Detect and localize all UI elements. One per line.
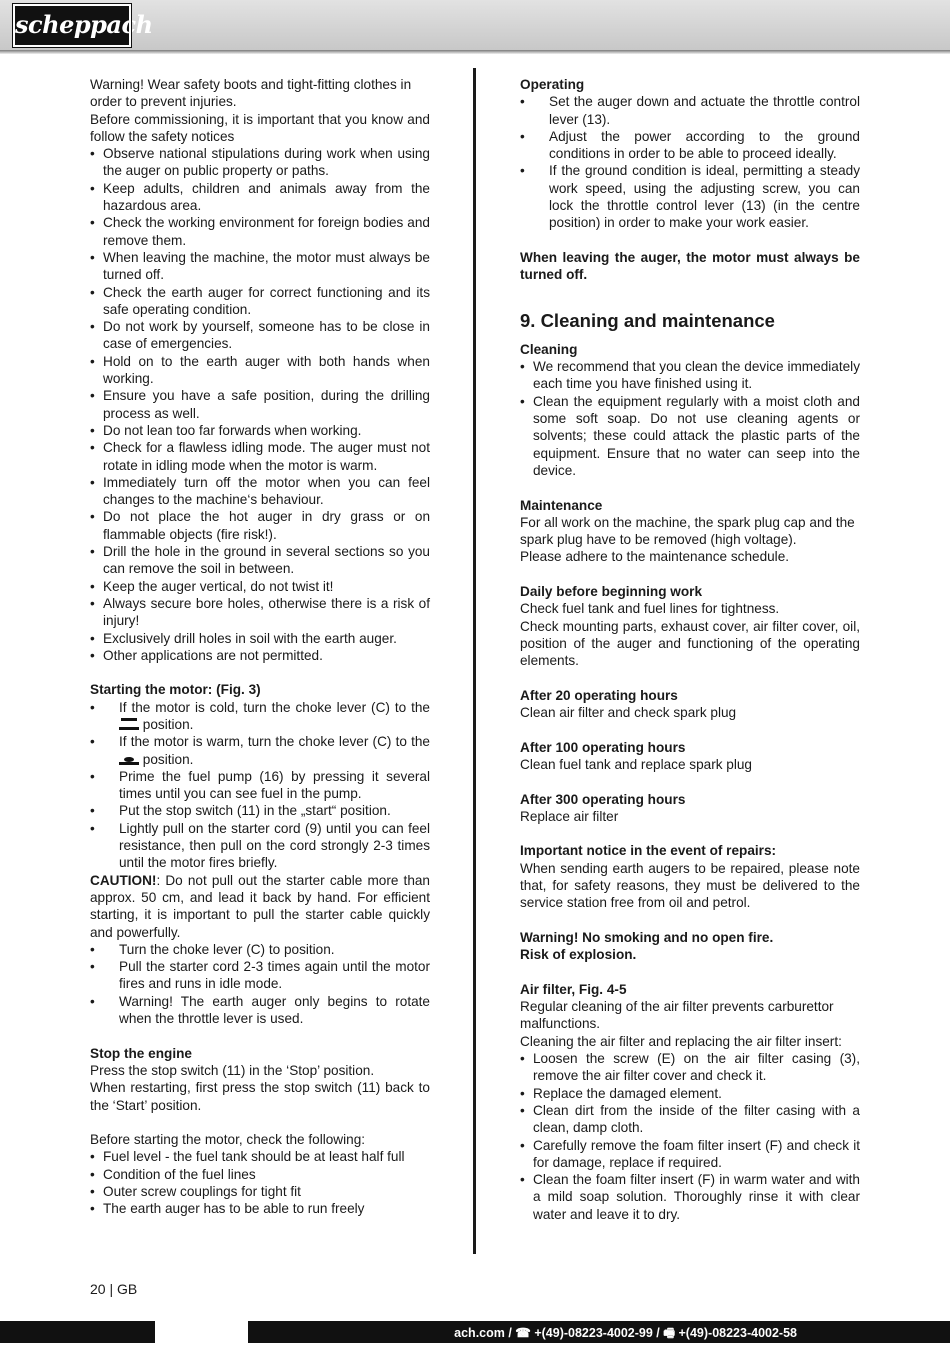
list-item: • If the ground condition is ideal, permitting a steady work speed, using the adjusting screw, you can lock the throttle control lever (13) (in the centre position) in order to make your work easier. — [520, 162, 860, 231]
section-title: 9. Cleaning and maintenance — [520, 309, 775, 331]
list-item: • Do not place the hot auger in dry grass or on flammable objects (fire risk!). — [90, 508, 430, 543]
list-item: • Clean dirt from the inside of the filter casing with a clean, damp cloth. — [520, 1102, 860, 1137]
intro-warning: Warning! Wear safety boots and tight-fitting clothes in order to prevent injuries. — [90, 77, 412, 110]
list-item: • Do not lean too far forwards when working. — [90, 422, 430, 439]
safety-list — [90, 145, 430, 664]
list-item: • Clean the foam filter insert (F) in warm water and with a mild soap solution. Thoroughly rinse it with clear water and leave it to dry. — [520, 1171, 860, 1223]
list-item: • Warning! The earth auger only begins to rotate when the throttle lever is used. — [90, 993, 430, 1028]
airfilter-text: Regular cleaning of the air filter prevents carburettor malfunctions. — [520, 999, 834, 1032]
list-item: • Immediately turn off the motor when you can feel changes to the machine‘s behaviour. — [90, 474, 430, 509]
list-item — [90, 733, 430, 768]
list-item: • Ensure you have a safe position, during the drilling process as well. — [90, 387, 430, 422]
left-column — [90, 76, 430, 1218]
fire-warning: Warning! No smoking and no open fire. — [520, 929, 774, 945]
airfilter-list — [520, 1050, 860, 1223]
right-column — [520, 76, 860, 1223]
list-item: • Drill the hole in the ground in several sections so you can remove the soil in between. — [90, 543, 430, 578]
h300-heading: After 300 operating hours — [520, 791, 686, 807]
operating-list — [520, 93, 860, 231]
daily-text: Check mounting parts, exhaust cover, air filter cover, oil, position of the auger and functioning of the operating elements. — [520, 618, 860, 669]
list-item: • Carefully remove the foam filter insert (F) and check it for damage, replace if required. — [520, 1137, 860, 1172]
list-item: • Keep the auger vertical, do not twist it! — [90, 578, 430, 595]
list-item: • The earth auger has to be able to run freely — [90, 1200, 430, 1217]
operating-heading: Operating — [520, 77, 585, 92]
airfilter-text: Cleaning the air filter and replacing the air filter insert: — [520, 1033, 842, 1049]
column-divider — [473, 68, 476, 1254]
cold-text-end: position. — [142, 716, 194, 732]
list-item: • Loosen the screw (E) on the air filter casing (3), remove the air filter cover and check it. — [520, 1050, 860, 1085]
list-item: • We recommend that you clean the device immediately each time you have finished using it. — [520, 358, 860, 393]
list-item: • Prime the fuel pump (16) by pressing it several times until you can see fuel in the pump. — [90, 768, 430, 803]
list-item: • Fuel level - the fuel tank should be at least half full — [90, 1148, 430, 1165]
list-item: • Check the working environment for foreign bodies and remove them. — [90, 214, 430, 249]
list-item: • Pull the starter cord 2-3 times again until the motor fires and runs in idle mode. — [90, 958, 430, 993]
choke-open-icon — [119, 753, 139, 765]
maintenance-text: Please adhere to the maintenance schedule. — [520, 549, 790, 565]
check-list — [90, 1148, 430, 1217]
h300-text: Replace air filter — [520, 808, 619, 824]
list-item: • Hold on to the earth auger with both hands when working. — [90, 353, 430, 388]
warm-text: If the motor is warm, turn the choke lever (C) to the — [119, 734, 430, 750]
list-item: • Do not work by yourself, someone has to be close in case of emergencies. — [90, 318, 430, 353]
h20-heading: After 20 operating hours — [520, 687, 678, 703]
list-item: • Exclusively drill holes in soil with the earth auger. — [90, 630, 430, 647]
starting-list-2 — [90, 941, 430, 1027]
daily-heading: Daily before beginning work — [520, 584, 703, 600]
list-item: • Keep adults, children and animals away from the hazardous area. — [90, 180, 430, 215]
leaving-warning: When leaving the auger, the motor must always be turned off. — [520, 249, 860, 283]
maintenance-heading: Maintenance — [520, 497, 603, 513]
maintenance-text: For all work on the machine, the spark plug cap and the spark plug have to be removed (high voltage). — [520, 514, 855, 548]
list-item: • Condition of the fuel lines — [90, 1166, 430, 1183]
daily-text: Check fuel tank and fuel lines for tightness. — [520, 601, 780, 617]
check-intro: Before starting the motor, check the following: — [90, 1132, 366, 1148]
cleaning-heading: Cleaning — [520, 341, 578, 357]
h100-text: Clean fuel tank and replace spark plug — [520, 756, 752, 772]
page-number: 20 | GB — [90, 1281, 138, 1297]
fire-warning: Risk of explosion. — [520, 947, 637, 963]
footer-gap — [155, 1321, 248, 1343]
repairs-text: When sending earth augers to be repaired, please note that, for safety reasons, they must be delivered to the service station free from oil and petrol. — [520, 860, 860, 911]
cleaning-list — [520, 358, 860, 479]
list-item: • Turn the choke lever (C) to position. — [90, 941, 430, 958]
repairs-heading: Important notice in the event of repairs: — [520, 843, 777, 859]
warm-text-end: position. — [142, 751, 194, 767]
list-item: • Clean the equipment regularly with a moist cloth and some soft soap. Do not use cleaning agents or solvents; these could attack the plastic parts of the equipment. Ensure that no water can seep into the device. — [520, 393, 860, 479]
list-item: • Adjust the power according to the ground conditions in order to be able to proceed ideally. — [520, 128, 860, 163]
list-item: • Outer screw couplings for tight fit — [90, 1183, 430, 1200]
cold-text: If the motor is cold, turn the choke lever (C) to the — [119, 699, 430, 715]
list-item: • Check the earth auger for correct functioning and its safe operating condition. — [90, 284, 430, 319]
stop-text: When restarting, first press the stop switch (11) back to the ‘Start’ position. — [90, 1080, 430, 1113]
list-item: • Set the auger down and actuate the throttle control lever (13). — [520, 93, 860, 128]
intro-notice: Before commissioning, it is important that you know and follow the safety notices — [90, 111, 430, 144]
h20-text: Clean air filter and check spark plug — [520, 705, 737, 721]
starting-heading: Starting the motor: (Fig. 3) — [90, 682, 261, 698]
header-shadow — [0, 50, 950, 54]
caution-text: : Do not pull out the starter cable more than approx. 50 cm, and lead it back by hand. For efficient starting, it is important to pull the starter cable quickly and powerfully. — [90, 872, 430, 940]
list-item: • Other applications are not permitted. — [90, 647, 430, 664]
list-item: • Replace the damaged element. — [520, 1085, 860, 1102]
airfilter-heading: Air filter, Fig. 4-5 — [520, 981, 627, 997]
stop-text: Press the stop switch (11) in the ‘Stop’ position. — [90, 1062, 375, 1078]
choke-closed-icon — [119, 718, 139, 730]
stop-heading: Stop the engine — [90, 1045, 192, 1061]
starting-list — [90, 699, 430, 872]
page-header — [0, 0, 950, 50]
caution-label: CAUTION! — [90, 872, 157, 888]
list-item — [90, 699, 430, 734]
list-item: • Always secure bore holes, otherwise there is a risk of injury! — [90, 595, 430, 630]
list-item: • Observe national stipulations during work when using the auger on public property or paths. — [90, 145, 430, 180]
footer-contact: ach.com / ☎ +(49)-08223-4002-99 / 🖷 +(49)-08223-4002-58 — [454, 1326, 797, 1340]
h100-heading: After 100 operating hours — [520, 739, 686, 755]
list-item: • Check for a flawless idling mode. The auger must not rotate in idling mode when the motor is warm. — [90, 439, 430, 474]
scheppach-logo: scheppach — [13, 4, 131, 47]
list-item: • When leaving the machine, the motor must always be turned off. — [90, 249, 430, 284]
caution-paragraph — [90, 872, 430, 941]
list-item: • Lightly pull on the starter cord (9) until you can feel resistance, then pull on the cord strongly 2-3 times until the motor fires briefly. — [90, 820, 430, 872]
list-item: • Put the stop switch (11) in the „start“ position. — [90, 802, 430, 819]
